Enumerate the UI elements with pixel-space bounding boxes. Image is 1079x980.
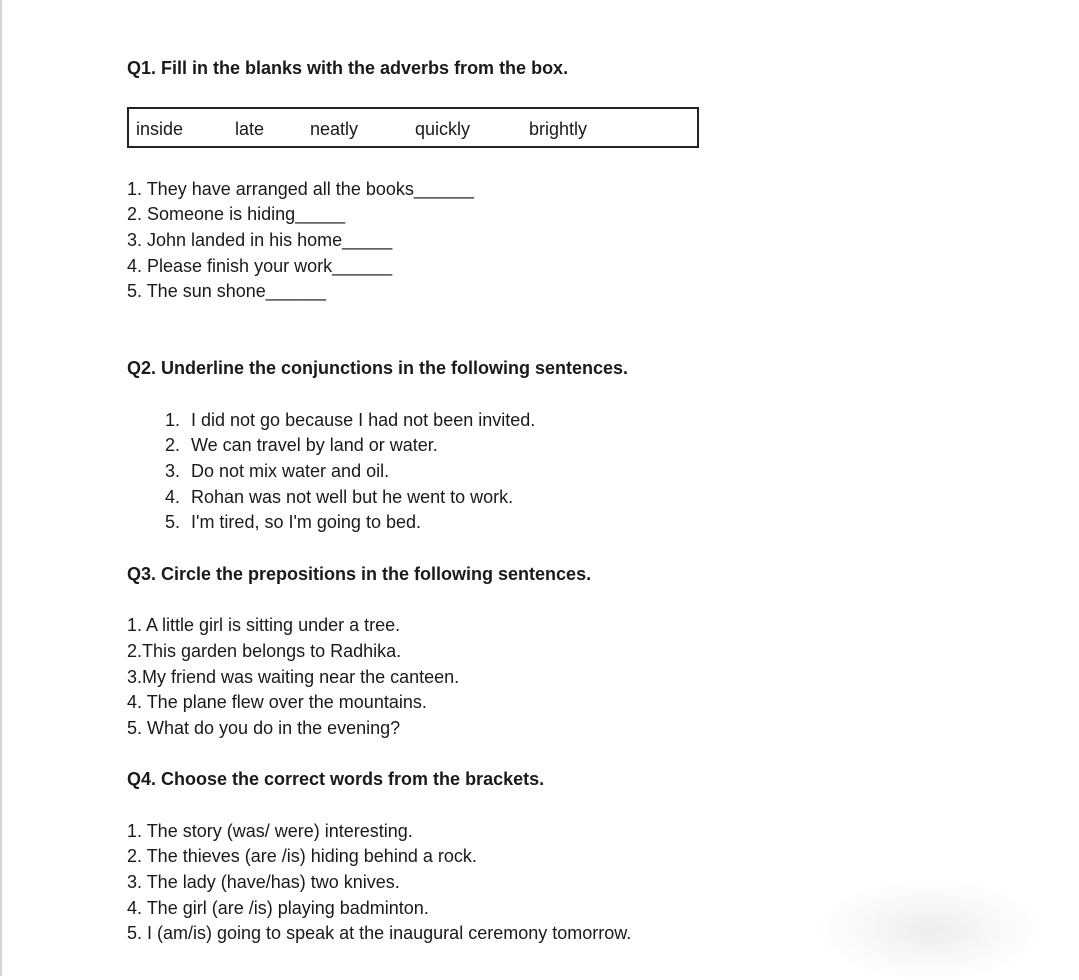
q3-item-3: 3.My friend was waiting near the canteen. bbox=[127, 667, 460, 687]
q1-item-3: 3. John landed in his home_____ bbox=[127, 230, 393, 250]
q1-item-2: 2. Someone is hiding_____ bbox=[127, 204, 346, 224]
word-late: late bbox=[235, 119, 265, 139]
q2-item-number: 1. bbox=[164, 410, 180, 430]
q3-item-5: 5. What do you do in the evening? bbox=[127, 718, 401, 738]
q2-item-number: 2. bbox=[164, 435, 180, 455]
q2-item-number: 5. bbox=[164, 512, 180, 532]
q2-item-text: I did not go because I had not been invited. bbox=[191, 410, 536, 430]
word-inside: inside bbox=[136, 119, 184, 139]
q1-item-4: 4. Please finish your work______ bbox=[127, 256, 393, 276]
q1-item-1: 1. They have arranged all the books______ bbox=[127, 179, 474, 199]
q2-item-number: 3. bbox=[164, 461, 180, 481]
page-edge bbox=[0, 0, 2, 976]
q4-item-4: 4. The girl (are /is) playing badminton. bbox=[127, 898, 429, 918]
q3-item-2: 2.This garden belongs to Radhika. bbox=[127, 641, 402, 661]
q2-item-text: Rohan was not well but he went to work. bbox=[191, 487, 514, 507]
q2-item-number: 4. bbox=[164, 487, 180, 507]
q4-title: Q4. Choose the correct words from the brackets. bbox=[127, 769, 545, 789]
q2-item-text: I'm tired, so I'm going to bed. bbox=[191, 512, 421, 532]
q4-item-2: 2. The thieves (are /is) hiding behind a rock. bbox=[127, 846, 477, 866]
adverb-word-box bbox=[127, 107, 699, 148]
q2-item-text: We can travel by land or water. bbox=[191, 435, 438, 455]
q3-item-4: 4. The plane flew over the mountains. bbox=[127, 692, 427, 712]
q4-item-3: 3. The lady (have/has) two knives. bbox=[127, 872, 400, 892]
q1-item-5: 5. The sun shone______ bbox=[127, 281, 326, 301]
q2-title: Q2. Underline the conjunctions in the following sentences. bbox=[127, 358, 629, 378]
word-brightly: brightly bbox=[529, 119, 588, 139]
q3-item-1: 1. A little girl is sitting under a tree. bbox=[127, 615, 401, 635]
q1-title: Q1. Fill in the blanks with the adverbs from the box. bbox=[127, 58, 569, 78]
scan-smudge bbox=[820, 880, 1040, 980]
word-neatly: neatly bbox=[310, 119, 359, 139]
word-quickly: quickly bbox=[415, 119, 471, 139]
q4-item-5: 5. I (am/is) going to speak at the inaugural ceremony tomorrow. bbox=[127, 923, 632, 943]
q2-item-text: Do not mix water and oil. bbox=[191, 461, 390, 481]
q3-title: Q3. Circle the prepositions in the following sentences. bbox=[127, 564, 592, 584]
q4-item-1: 1. The story (was/ were) interesting. bbox=[127, 821, 413, 841]
